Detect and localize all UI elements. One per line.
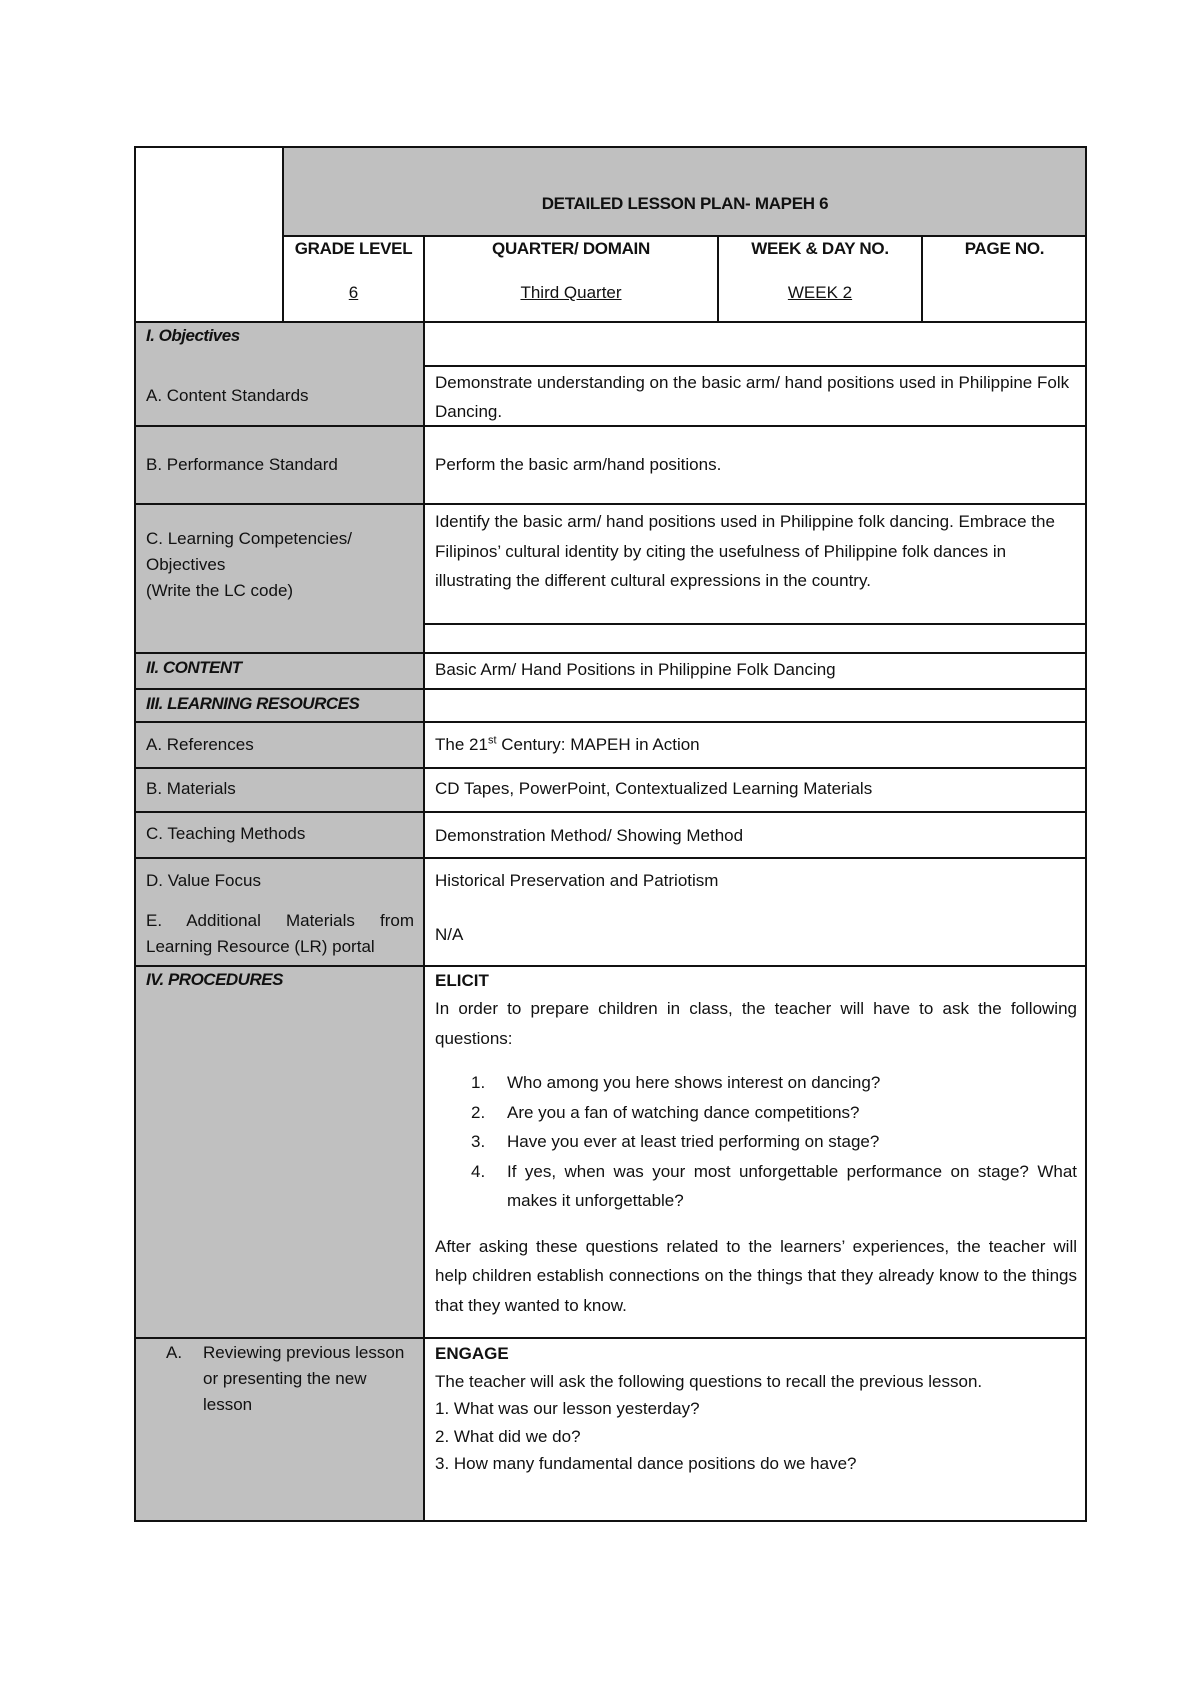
engage-question: 2. What did we do? [435,1426,581,1446]
list-number: 1. [471,1073,486,1092]
elicit-closing: After asking these questions related to the learners’ experiences, the teacher will help children establish connections on the things that they already know to the things that they wanted to know. [435,1236,1077,1315]
week-value: WEEK 2 [787,283,853,302]
grade-level-label: GRADE LEVEL [294,239,413,258]
page-title: DETAILED LESSON PLAN- MAPEH 6 [541,194,829,213]
additional-materials-label: E. Additional Materials from Learning Resource (LR) portal [146,911,414,956]
engage-intro: The teacher will ask the following questions to recall the previous lesson. [435,1371,983,1391]
engage-section [435,1340,1077,1478]
references-label: A. References [146,735,254,754]
performance-standard-value: Perform the basic arm/hand positions. [435,455,722,474]
row-rule [134,721,1087,723]
competencies-label-line: (Write the LC code) [146,581,294,600]
content-standards-value: Demonstrate understanding on the basic arm/ hand positions used in Philippine Folk Dancing. [435,373,1070,421]
list-number: 3. [471,1132,486,1151]
methods-label: C. Teaching Methods [146,824,306,843]
list-item [435,1068,1077,1098]
elicit-intro: In order to prepare children in class, the teacher will have to ask the following questions: [435,999,1077,1048]
list-text: If yes, when was your most unforgettable performance on stage? What makes it unforgettable? [507,1161,1077,1210]
week-label: WEEK & DAY NO. [751,239,889,258]
list-item [435,1157,1077,1216]
methods-value: Demonstration Method/ Showing Method [435,826,744,845]
elicit-section [435,968,1077,1320]
row-rule [134,652,1087,654]
references-superscript: st [487,734,497,747]
row-rule [424,365,1087,367]
row-rule [424,623,1087,625]
grade-level-value: 6 [348,283,359,302]
row-rule [134,767,1087,769]
row-rule [134,811,1087,813]
materials-label: B. Materials [146,779,236,798]
page-no-label: PAGE NO. [964,239,1045,258]
references-text: The 21 [435,735,488,754]
references-text: Century: MAPEH in Action [496,735,700,754]
column-divider [423,235,425,1522]
value-focus-value: Historical Preservation and Patriotism [435,871,719,890]
elicit-title: ELICIT [435,971,489,990]
references-value [435,732,1075,758]
competencies-label-line: C. Learning Competencies/ [146,529,353,548]
engage-question: 3. How many fundamental dance positions do we have? [435,1454,857,1473]
list-text: Are you a fan of watching dance competitions? [507,1102,860,1122]
resources-heading: III. LEARNING RESOURCES [146,694,360,713]
list-number: 2. [471,1102,486,1122]
row-rule [134,1337,1087,1339]
row-rule [134,857,1087,859]
content-value: Basic Arm/ Hand Positions in Philippine Folk Dancing [435,660,836,679]
engage-question: 1. What was our lesson yesterday? [435,1399,700,1418]
objectives-heading: I. Objectives [146,326,240,345]
row-rule [134,503,1087,505]
list-text: Who among you here shows interest on dancing? [507,1073,881,1092]
content-standards-label: A. Content Standards [146,386,309,405]
review-label [166,1340,416,1418]
review-text: Reviewing previous lesson or presenting the new lesson [203,1343,405,1414]
row-rule [134,688,1087,690]
list-item [435,1127,1077,1157]
list-number: 4. [471,1161,486,1181]
procedures-heading: IV. PROCEDURES [146,970,283,989]
content-heading: II. CONTENT [146,658,242,677]
review-letter: A. [166,1343,183,1362]
value-focus-label: D. Value Focus [146,871,261,890]
list-item [435,1098,1077,1128]
materials-value: CD Tapes, PowerPoint, Contextualized Learning Materials [435,779,873,798]
competencies-value: Identify the basic arm/ hand positions used in Philippine folk dancing. Embrace the Filipinos’ cultural identity by citing the usefulness of Philippine folk dances in illustrating the different cultural expressions in the country. [435,512,1055,590]
performance-standard-label: B. Performance Standard [146,455,338,474]
competencies-label-line: Objectives [146,555,226,574]
quarter-label: QUARTER/ DOMAIN [492,239,650,258]
additional-materials-value: N/A [435,925,464,944]
elicit-questions [435,1068,1077,1216]
competencies-label [146,526,416,604]
engage-title: ENGAGE [435,1344,509,1363]
list-text: Have you ever at least tried performing on stage? [507,1132,880,1151]
quarter-value: Third Quarter [520,283,622,302]
